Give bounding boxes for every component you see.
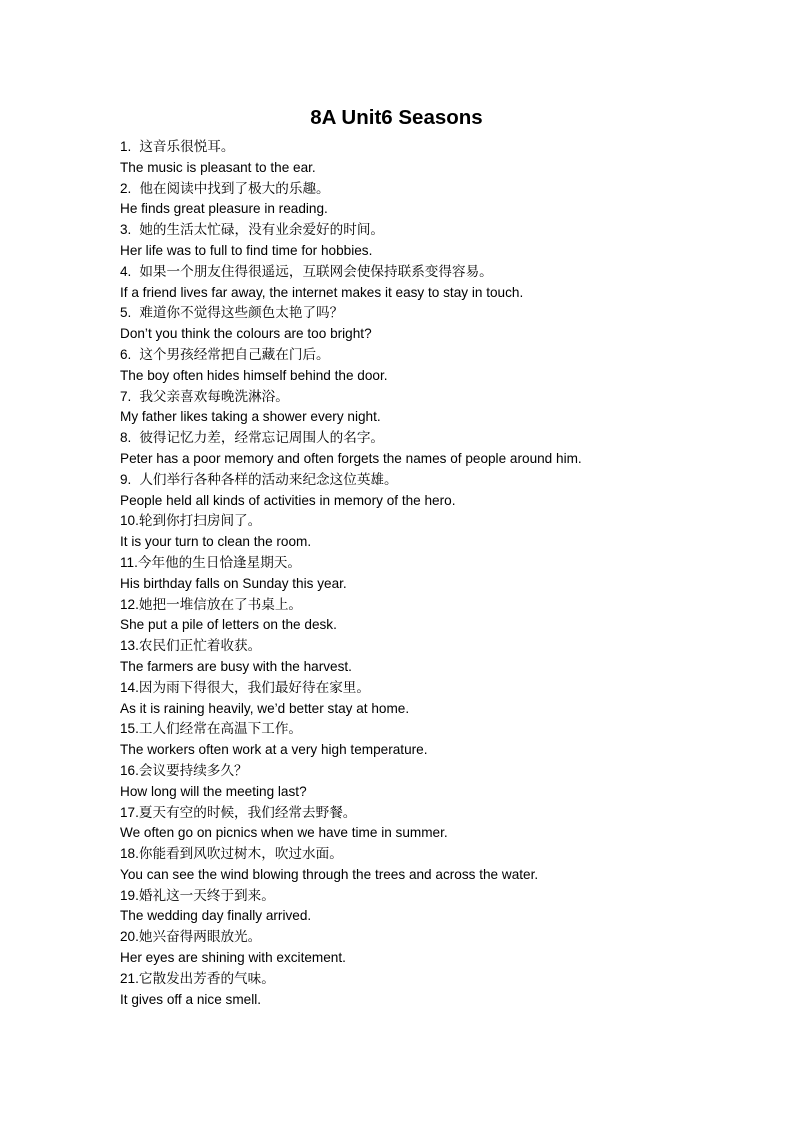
sentence-item [120,262,760,304]
sentence-item [120,428,760,470]
chinese-sentence-line [120,719,760,740]
chinese-sentence: 我父亲喜欢每晚洗淋浴。 [139,388,289,405]
sentence-number: 2. [120,180,132,196]
sentence-number: 14. [120,679,139,695]
sentence-item [120,220,760,262]
chinese-sentence-line [120,595,760,616]
chinese-sentence-line [120,927,760,948]
english-translation: If a friend lives far away, the internet makes it easy to stay in touch. [120,284,524,300]
english-translation: It gives off a nice smell. [120,991,262,1007]
sentence-number: 17. [120,804,139,820]
english-translation: His birthday falls on Sunday this year. [120,575,347,591]
sentence-item [120,470,760,512]
english-translation: Her eyes are shining with excitement. [120,950,346,966]
english-translation: The boy often hides himself behind the door. [120,367,388,383]
sentence-number: 8. [120,430,132,446]
sentence-number: 1. [120,139,132,154]
sentence-number: 11. [120,554,138,570]
chinese-sentence: 这音乐很悦耳。 [139,139,235,155]
sentence-number: 20. [120,929,139,945]
chinese-sentence-line [120,137,760,158]
chinese-sentence-line [120,179,760,200]
chinese-sentence-line [120,470,760,491]
chinese-sentence-line [120,844,760,865]
sentence-list [120,137,760,1010]
sentence-item [120,719,760,761]
sentence-item [120,511,760,553]
sentence-item [120,886,760,928]
english-translation: How long will the meeting last? [120,783,307,799]
english-translation: The workers often work at a very high temperature. [120,742,428,758]
sentence-item [120,137,760,179]
sentence-number: 16. [120,762,139,778]
sentence-number: 19. [120,887,139,903]
sentence-number: 21. [120,970,139,986]
sentence-number: 12. [120,596,139,612]
sentence-number: 10. [120,513,139,529]
sentence-item [120,803,760,845]
sentence-number: 15. [120,721,139,737]
chinese-sentence: 他在阅读中找到了极大的乐趣。 [139,180,330,197]
sentence-number: 4. [120,263,132,279]
chinese-sentence-line [120,428,760,449]
chinese-sentence-line [120,303,760,324]
sentence-number: 5. [120,305,132,321]
english-translation: People held all kinds of activities in memory of the hero. [120,492,456,508]
sentence-item [120,387,760,429]
sentence-number: 7. [120,388,132,404]
chinese-sentence: 她把一堆信放在了书桌上。 [138,596,303,613]
chinese-sentence: 婚礼这一天终于到来。 [138,887,275,904]
chinese-sentence: 她的生活太忙碌，没有业余爱好的时间。 [139,222,385,239]
english-translation: As it is raining heavily, we’d better stay at home. [120,700,410,716]
chinese-sentence-line [120,553,760,574]
english-translation: Her life was to full to find time for hobbies. [120,242,373,258]
chinese-sentence: 工人们经常在高温下工作。 [138,721,303,738]
sentence-item [120,303,760,345]
english-translation: It is your turn to clean the room. [120,534,312,550]
english-translation: She put a pile of letters on the desk. [120,617,337,633]
chinese-sentence: 难道你不觉得这些颜色太艳了吗？ [139,305,344,322]
english-translation: Peter has a poor memory and often forgets the names of people around him. [120,450,582,466]
sentence-item [120,179,760,221]
chinese-sentence: 今年他的生日恰逢星期天。 [137,554,302,571]
chinese-sentence-line [120,678,760,699]
chinese-sentence: 农民们正忙着收获。 [138,638,262,655]
chinese-sentence-line [120,803,760,824]
chinese-sentence: 如果一个朋友住得很遥远，互联网会使保持联系变得容易。 [139,263,493,280]
chinese-sentence: 人们举行各种各样的活动来纪念这位英雄。 [139,471,398,488]
chinese-sentence: 因为雨下得很大，我们最好待在家里。 [138,679,370,696]
sentence-number: 6. [120,346,132,362]
english-translation: My father likes taking a shower every night. [120,409,381,425]
chinese-sentence: 会议要持续多久？ [138,762,248,779]
chinese-sentence-line [120,636,760,657]
sentence-item [120,927,760,969]
sentence-item [120,636,760,678]
english-translation: You can see the wind blowing through the trees and across the water. [120,866,539,882]
sentence-item [120,969,760,1011]
sentence-number: 18. [120,846,139,862]
chinese-sentence: 它散发出芳香的气味。 [138,970,275,987]
english-translation: He finds great pleasure in reading. [120,201,328,217]
sentence-item [120,553,760,595]
english-translation: The wedding day finally arrived. [120,908,312,924]
sentence-item [120,844,760,886]
chinese-sentence-line [120,886,760,907]
english-translation: The music is pleasant to the ear. [120,159,316,175]
chinese-sentence: 你能看到风吹过树木，吹过水面。 [138,846,343,863]
chinese-sentence-line [120,220,760,241]
sentence-item [120,345,760,387]
chinese-sentence-line [120,262,760,283]
english-translation: We often go on picnics when we have time in summer. [120,825,448,841]
chinese-sentence-line [120,969,760,990]
chinese-sentence: 轮到你打扫房间了。 [138,513,262,530]
chinese-sentence: 这个男孩经常把自己藏在门后。 [139,346,330,363]
chinese-sentence-line [120,345,760,366]
sentence-number: 13. [120,638,139,654]
english-translation: The farmers are busy with the harvest. [120,658,352,674]
sentence-number: 9. [120,471,132,487]
sentence-item [120,678,760,720]
chinese-sentence-line [120,761,760,782]
chinese-sentence-line [120,511,760,532]
chinese-sentence: 她兴奋得两眼放光。 [138,929,262,946]
chinese-sentence-line [120,387,760,408]
chinese-sentence: 彼得记忆力差，经常忘记周围人的名字。 [139,430,385,447]
page-title: 8A Unit6 Seasons [310,106,483,129]
sentence-number: 3. [120,222,132,238]
english-translation: Don’t you think the colours are too bright? [120,326,372,342]
sentence-item [120,595,760,637]
chinese-sentence: 夏天有空的时候，我们经常去野餐。 [138,804,357,821]
sentence-item [120,761,760,803]
